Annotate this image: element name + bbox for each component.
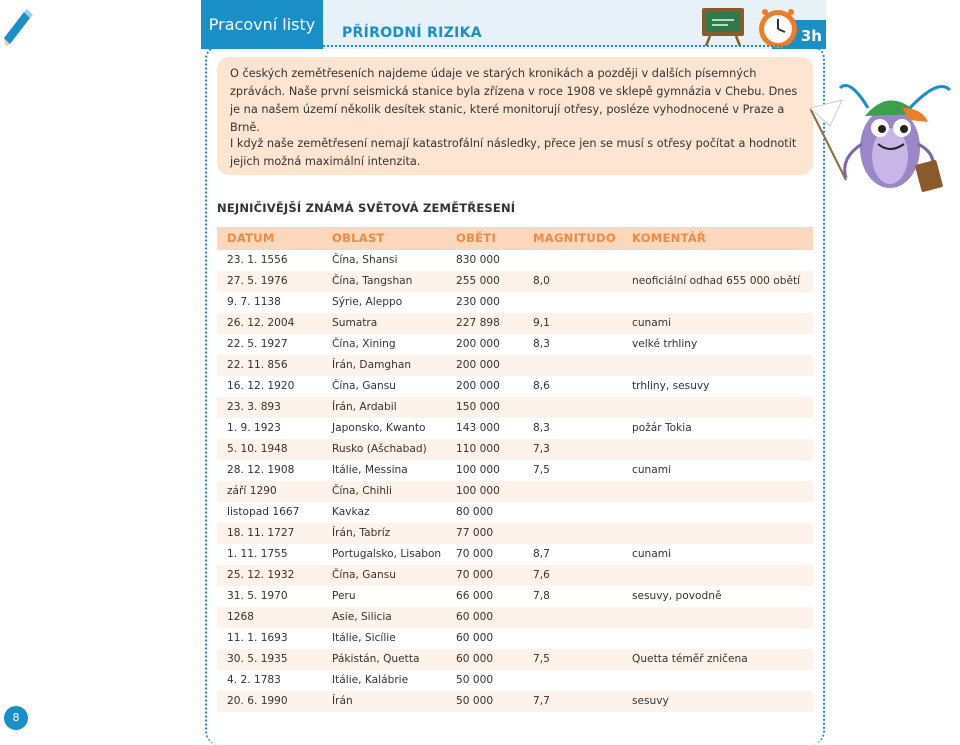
cell-region: Írán [332,695,353,707]
table-row [217,628,813,649]
cell-comment: sesuvy, povodně [632,590,722,602]
cell-victims: 50 000 [456,674,494,686]
cell-comment: velké trhliny [632,338,698,350]
table-row [217,691,813,712]
cell-comment: cunami [632,317,672,329]
cell-magnitude: 7,5 [533,464,550,476]
table-row [217,607,813,628]
cell-region: Itálie, Kalábrie [332,674,409,686]
cell-region: Čína, Chihli [332,485,392,497]
table-row [217,376,813,397]
cell-victims: 77 000 [456,527,494,539]
cell-region: Írán, Ardabil [332,401,397,413]
cell-magnitude: 7,3 [533,443,550,455]
cell-victims: 230 000 [456,296,500,308]
cell-date: 5. 10. 1948 [227,443,288,455]
cell-victims: 66 000 [456,590,494,602]
table-row [217,586,813,607]
cell-date: 23. 1. 1556 [227,254,288,266]
cell-date: 1268 [227,611,254,623]
table-row [217,397,813,418]
table-row [217,565,813,586]
cell-comment: neoficiální odhad 655 000 obětí [632,275,801,287]
cell-victims: 143 000 [456,422,500,434]
table-row [217,481,813,502]
pencil-icon [0,8,34,48]
cell-victims: 60 000 [456,653,494,665]
table-row [217,670,813,691]
page-number: 8 [4,706,28,730]
table-row [217,523,813,544]
cell-date: září 1290 [227,485,277,497]
cell-magnitude: 7,5 [533,653,550,665]
cell-region: Peru [332,590,356,602]
cell-date: 25. 12. 1932 [227,569,295,581]
cell-region: Čína, Shansi [332,254,398,266]
cell-comment: cunami [632,548,672,560]
cell-date: 22. 11. 856 [227,359,288,371]
intro-paragraph-2: I když naše zemětřesení nemají katastrofální následky, přece jen se musí s otřesy počítat a hodnotit jejich možná maximální intenzita. [230,137,797,168]
cell-region: Írán, Tabríz [332,527,391,539]
table-row [217,250,813,271]
cell-comment: cunami [632,464,672,476]
clock-icon [756,6,800,50]
cell-victims: 200 000 [456,380,500,392]
cell-date: 26. 12. 2004 [227,317,295,329]
column-header-magnitude: MAGNITUDO [533,231,616,245]
cell-region: Čína, Gansu [332,380,396,392]
cell-date: 18. 11. 1727 [227,527,295,539]
cell-victims: 150 000 [456,401,500,413]
cell-victims: 60 000 [456,611,494,623]
table-row [217,502,813,523]
cell-region: Rusko (Ašchabad) [332,443,427,455]
table-row [217,292,813,313]
cell-magnitude: 8,0 [533,275,550,287]
column-header-victims: OBĚTI [456,231,497,245]
cell-magnitude: 8,3 [533,338,550,350]
table-row [217,439,813,460]
cell-victims: 100 000 [456,485,500,497]
cell-magnitude: 9,1 [533,317,550,329]
section-title: NEJNIČIVĚJŠÍ ZNÁMÁ SVĚTOVÁ ZEMĚTŘESENÍ [217,201,516,215]
cell-magnitude: 8,3 [533,422,550,434]
cell-victims: 70 000 [456,548,494,560]
table-row [217,649,813,670]
column-header-date: DATUM [227,231,275,245]
cell-magnitude: 7,8 [533,590,550,602]
cell-region: Pákistán, Quetta [332,653,420,665]
cell-date: 9. 7. 1138 [227,296,281,308]
cell-date: listopad 1667 [227,506,300,518]
cell-magnitude: 7,7 [533,695,550,707]
cell-victims: 60 000 [456,632,494,644]
column-header-comment: KOMENTÁŘ [632,231,707,245]
cell-region: Čína, Xining [332,338,396,350]
cell-comment: Quetta téměř zničena [632,653,748,665]
cell-region: Čína, Tangshan [332,275,413,287]
intro-box [217,57,813,175]
column-header-region: OBLAST [332,231,385,245]
cell-date: 16. 12. 1920 [227,380,295,392]
cell-victims: 110 000 [456,443,500,455]
cell-comment: trhliny, sesuvy [632,380,710,392]
time-badge: 3h [772,20,826,49]
cell-region: Itálie, Sicílie [332,632,396,644]
cell-magnitude: 8,7 [533,548,550,560]
cell-victims: 255 000 [456,275,500,287]
cell-date: 30. 5. 1935 [227,653,288,665]
table-row [217,313,813,334]
cell-date: 4. 2. 1783 [227,674,281,686]
table-row [217,544,813,565]
cell-region: Írán, Damghan [332,359,412,371]
cell-victims: 227 898 [456,317,500,329]
worksheets-tab: Pracovní listy [201,0,323,49]
table-row [217,271,813,292]
cell-magnitude: 7,6 [533,569,550,581]
blackboard-icon [700,4,746,46]
table-row [217,334,813,355]
cell-region: Sumatra [332,317,378,329]
cell-date: 22. 5. 1927 [227,338,288,350]
cell-date: 1. 9. 1923 [227,422,281,434]
cell-victims: 70 000 [456,569,494,581]
cell-date: 27. 5. 1976 [227,275,288,287]
cell-region: Asie, Silicia [332,611,392,623]
cell-victims: 80 000 [456,506,494,518]
bug-mascot-illustration [810,78,960,208]
page-title: PŘÍRODNÍ RIZIKA [342,25,482,41]
table-row [217,418,813,439]
cell-region: Sýrie, Aleppo [332,296,403,308]
earthquake-table [217,227,813,712]
cell-magnitude: 8,6 [533,380,550,392]
cell-region: Čína, Gansu [332,569,396,581]
cell-date: 11. 1. 1693 [227,632,288,644]
table-header-row [217,227,813,250]
intro-paragraph-1: O českých zemětřeseních najdeme údaje ve starých kronikách a později v dalších písemných zprávách. Naše první seismická stanice byla zřízena v roce 1908 ve sklepě gymnázia v Chebu. Dnes je na našem území několik desítek stanic, které monitorují otřesy, posléze vyhodnocené v Praze a Brně. [230,67,798,134]
cell-comment: požár Tokia [632,422,692,434]
table-row [217,460,813,481]
cell-victims: 830 000 [456,254,500,266]
cell-victims: 50 000 [456,695,494,707]
cell-victims: 100 000 [456,464,500,476]
cell-victims: 200 000 [456,338,500,350]
cell-date: 28. 12. 1908 [227,464,295,476]
cell-date: 1. 11. 1755 [227,548,288,560]
cell-victims: 200 000 [456,359,500,371]
cell-region: Portugalsko, Lisabon [332,548,442,560]
cell-region: Itálie, Messina [332,464,408,476]
cell-region: Kavkaz [332,506,370,518]
cell-comment: sesuvy [632,695,669,707]
cell-region: Japonsko, Kwanto [332,422,426,434]
cell-date: 31. 5. 1970 [227,590,288,602]
table-row [217,355,813,376]
cell-date: 20. 6. 1990 [227,695,288,707]
cell-date: 23. 3. 893 [227,401,281,413]
